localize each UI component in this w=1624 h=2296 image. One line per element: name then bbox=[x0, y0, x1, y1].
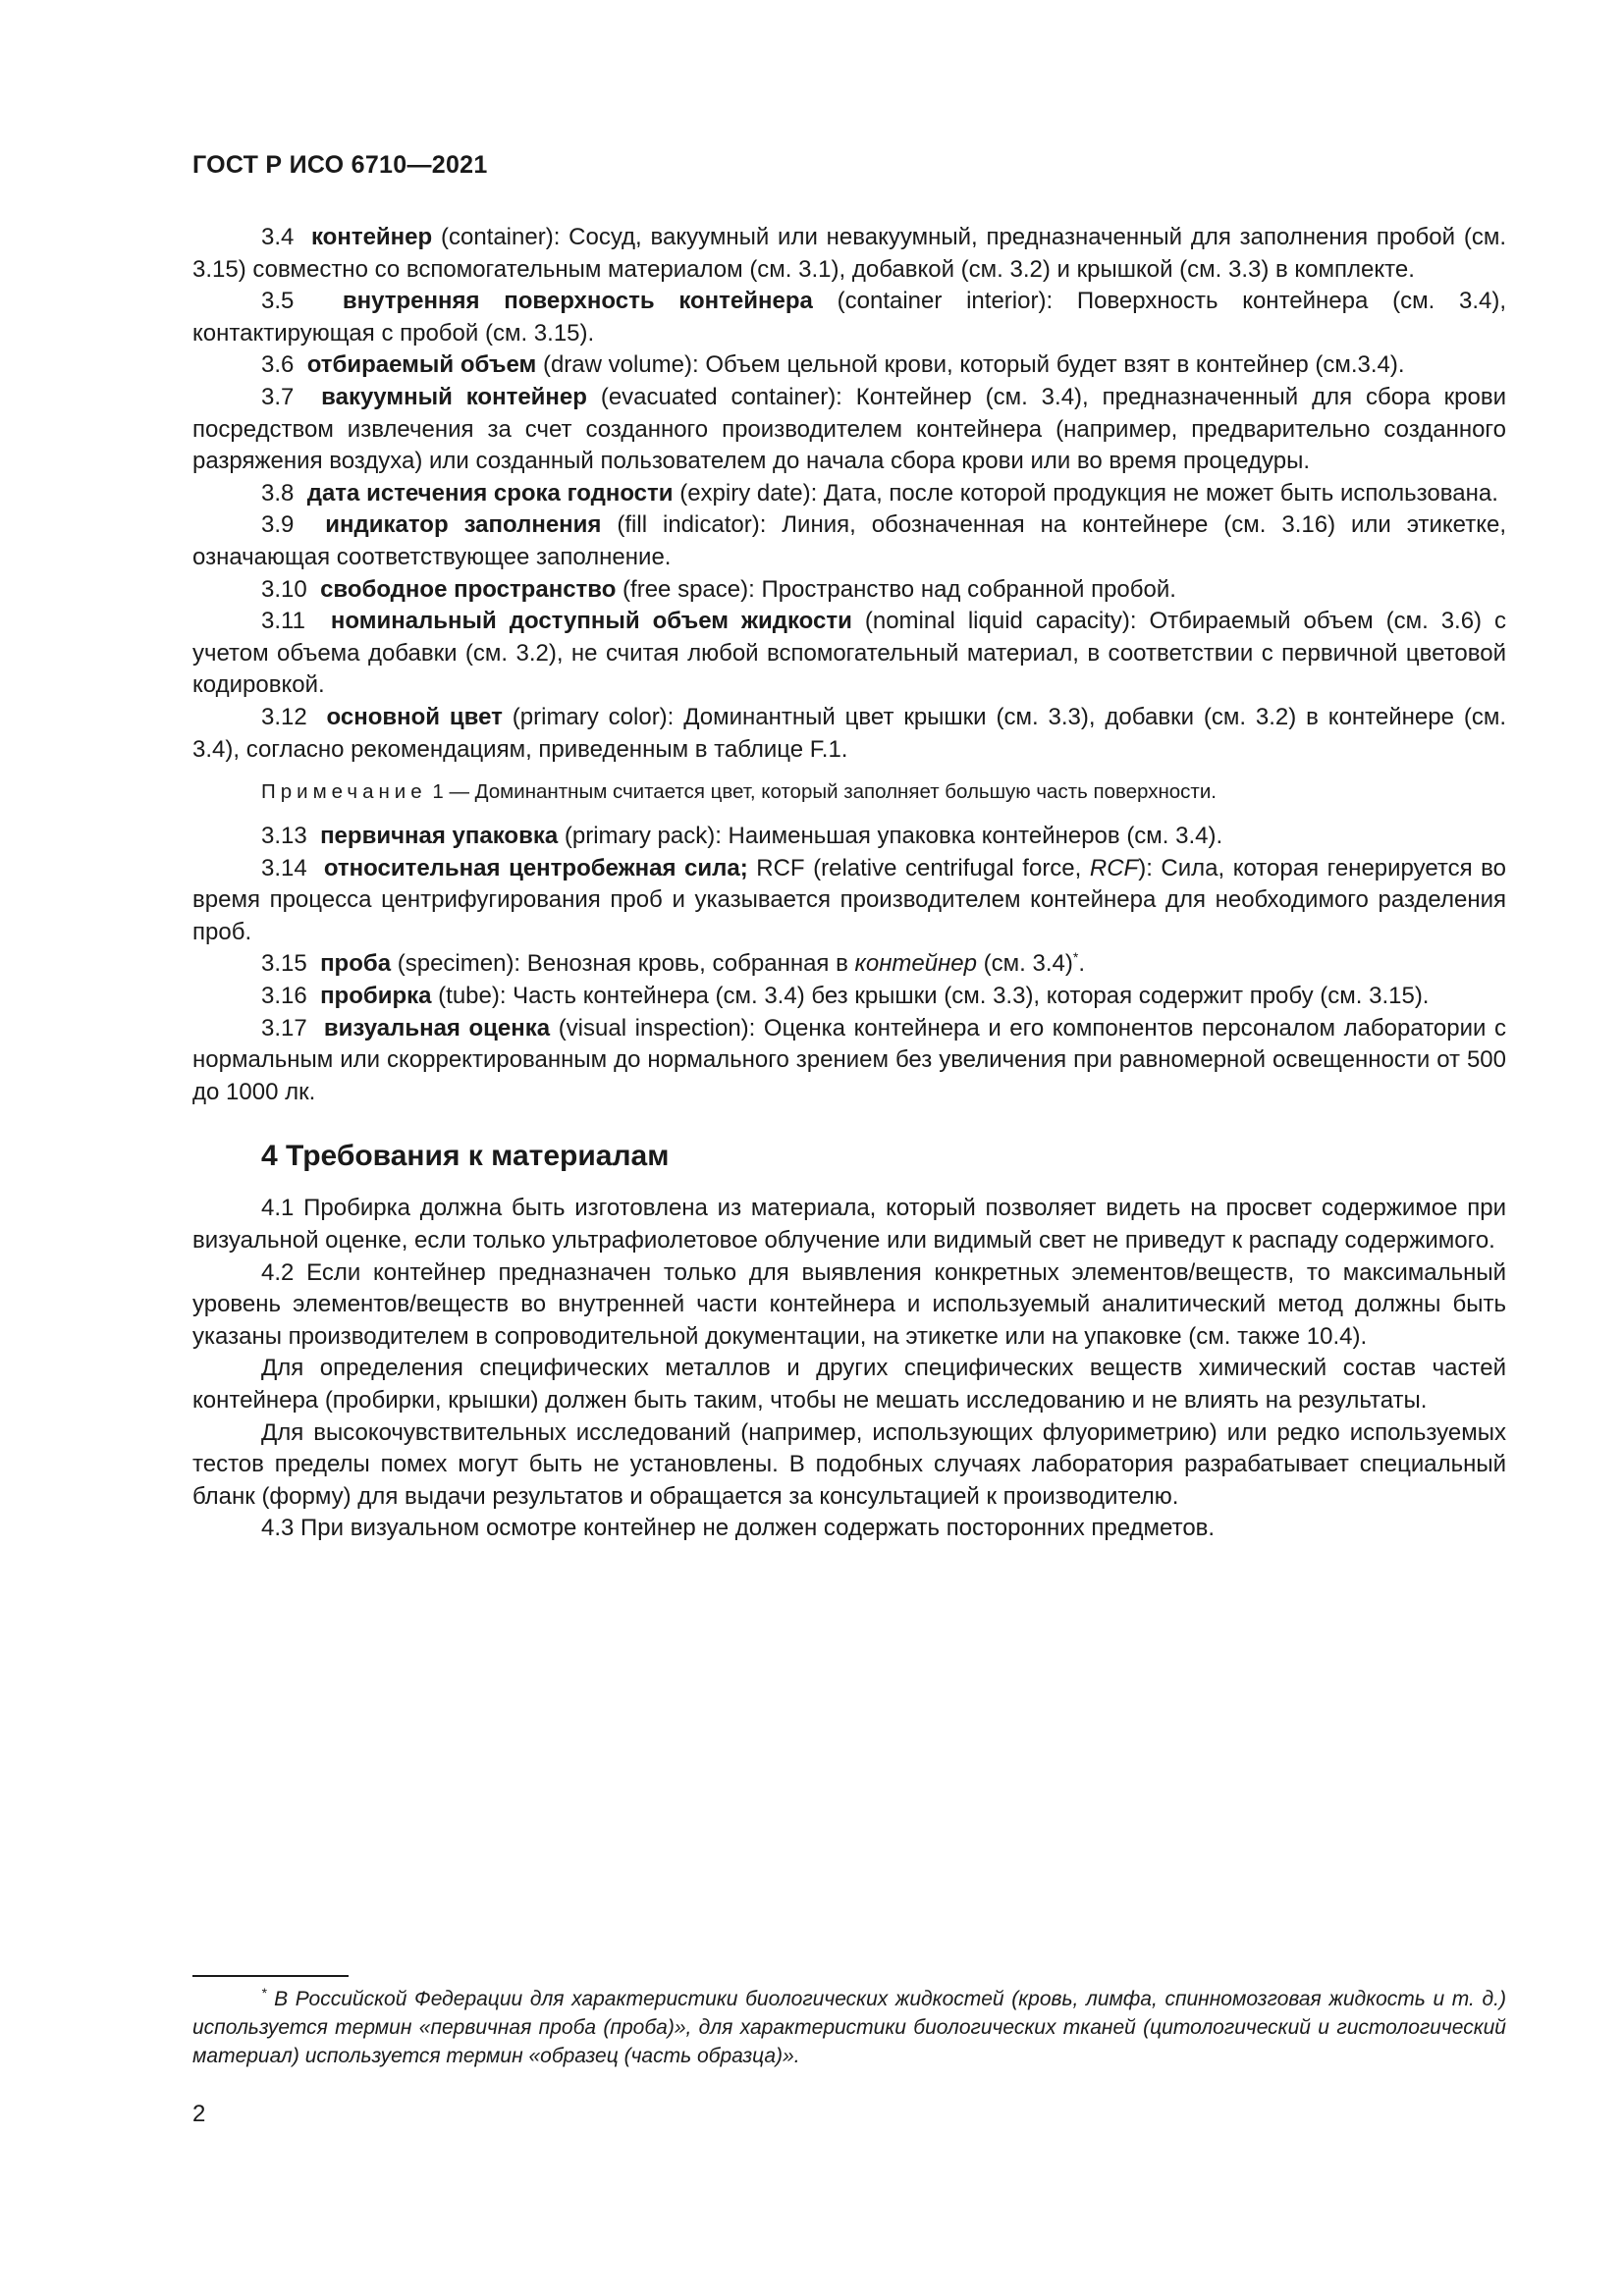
body-text bbox=[192, 222, 1506, 1545]
paragraph: 4.3 При визуальном осмотре контейнер не должен содержать посторонних предметов. bbox=[261, 1515, 1216, 1542]
definition-3-8: 3.8 дата истечения срока годности (expiry date): Дата, после которой продукция не может быть использована. bbox=[261, 479, 1498, 507]
footnote-mark: * bbox=[261, 1985, 267, 2001]
term: свободное пространство bbox=[320, 575, 617, 603]
paragraph: Для высокочувствительных исследований (например, использующих флуориметрию) или редко используемых тестов пределы помех могут быть не установлены. В подобных случаях лаборатория разрабатывает специальный бланк (форму) для выдачи результатов и обращается за консультацией к производителю. bbox=[192, 1418, 1506, 1510]
definition-3-10: 3.10 свободное пространство (free space): Пространство над собранной пробой. bbox=[261, 575, 1176, 603]
definition-3-17: 3.17 визуальная оценка (visual inspection): Оценка контейнера и его компонентов персоналом лаборатории с нормальным или скорректированным до нормального зрением без увеличения при равномерной освещенности от 500 до 1000 лк. bbox=[192, 1014, 1506, 1105]
note: Примечание 1 — Доминантным считается цвет, который заполняет большую часть поверхности. bbox=[261, 780, 1217, 804]
paragraph: Для определения специфических металлов и других специфических веществ химический состав частей контейнера (пробирки, крышки) должен быть таким, чтобы не мешать исследованию и не влиять на результаты. bbox=[192, 1355, 1506, 1414]
definition-3-11: 3.11 номинальный доступный объем жидкости (nominal liquid capacity): Отбираемый объем (см. 3.6) с учетом объема добавки (см. 3.2), не считая любой вспомогательный материал, в соответствии с первичной цветовой кодировкой. bbox=[192, 608, 1507, 699]
definition-3-13: 3.13 первичная упаковка (primary pack): Наименьшая упаковка контейнеров (см. 3.4). bbox=[261, 823, 1223, 850]
term: относительная центробежная сила; bbox=[323, 854, 748, 881]
term: первичная упаковка bbox=[320, 823, 559, 850]
term: внутренняя поверхность контейнера bbox=[342, 288, 813, 315]
definition-3-15: 3.15 проба (specimen): Венозная кровь, собранная в контейнер (см. 3.4)*. bbox=[261, 949, 1085, 978]
term: номинальный доступный объем жидкости bbox=[330, 608, 852, 635]
running-head: ГОСТ Р ИСО 6710—2021 bbox=[192, 151, 488, 179]
definition-3-12: 3.12 основной цвет (primary color): Доминантный цвет крышки (см. 3.3), добавки (см. 3.2) в контейнере (см. 3.4), согласно рекомендациям, приведенным в таблице F.1. bbox=[192, 703, 1506, 763]
definition-3-6: 3.6 отбираемый объем (draw volume): Объем цельной крови, который будет взят в контейнер (см.3.4). bbox=[261, 351, 1405, 379]
term: отбираемый объем bbox=[306, 351, 537, 379]
term: основной цвет bbox=[326, 703, 503, 730]
footnote: * В Российской Федерации для характеристики биологических жидкостей (кровь, лимфа, спинномозговая жидкость и т. д.) используется термин «первичная проба (проба)», для характеристики биологических тканей (цитологический и гистологический материал) используется термин «образец (часть образца)». bbox=[192, 1985, 1506, 2067]
term: дата истечения срока годности bbox=[306, 479, 674, 507]
section-heading: 4 Требования к материалам bbox=[261, 1140, 670, 1173]
footnote-divider bbox=[192, 1975, 349, 1977]
definition-3-9: 3.9 индикатор заполнения (fill indicator): Линия, обозначенная на контейнере (см. 3.16) или этикетке, означающая соответствующее заполнение. bbox=[192, 511, 1506, 570]
definition-3-16: 3.16 пробирка (tube): Часть контейнера (см. 3.4) без крышки (см. 3.3), которая содержит пробу (см. 3.15). bbox=[261, 983, 1430, 1010]
page-number: 2 bbox=[192, 2101, 206, 2127]
term: индикатор заполнения bbox=[325, 511, 602, 539]
definition-3-14: 3.14 относительная центробежная сила; RCF (relative centrifugal force, RCF): Сила, которая генерируется во время процесса центрифугирования проб и указывается производителем контейнера для необходимого разделения проб. bbox=[192, 854, 1506, 945]
term: контейнер bbox=[310, 224, 433, 250]
definition-3-5: 3.5 внутренняя поверхность контейнера (container interior): Поверхность контейнера (см. 3.4), контактирующая с пробой (см. 3.15). bbox=[192, 288, 1507, 347]
term: пробирка bbox=[320, 983, 432, 1010]
definition-3-7: 3.7 вакуумный контейнер (evacuated container): Контейнер (см. 3.4), предназначенный для сбора крови посредством извлечения за счет созданного производителем контейнера (например, предварительно созданного разряжения воздуха) или созданный пользователем до начала сбора крови или во время процедуры. bbox=[192, 383, 1506, 475]
term: проба bbox=[320, 950, 392, 978]
footnote-ref: * bbox=[1072, 949, 1079, 966]
paragraph: 4.2 Если контейнер предназначен только для выявления конкретных элементов/веществ, то максимальный уровень элементов/веществ во внутренней части контейнера и используемый аналитический метод должны быть указаны производителем в сопроводительной документации, на этикетке или на упаковке (см. также 10.4). bbox=[192, 1258, 1506, 1350]
definition-3-4: 3.4 контейнер (container): Сосуд, вакуумный или невакуумный, предназначенный для заполнения пробой (см. 3.15) совместно со вспомогательным материалом (см. 3.1), добавкой (см. 3.2) и крышкой (см. 3.3) в комплекте. bbox=[192, 224, 1506, 283]
term: вакуумный контейнер bbox=[321, 383, 587, 410]
term: визуальная оценка bbox=[323, 1014, 551, 1041]
paragraph: 4.1 Пробирка должна быть изготовлена из материала, который позволяет видеть на просвет содержимое при визуальной оценке, если только ультрафиолетовое облучение или видимый свет не приведут к распаду содержимого. bbox=[192, 1195, 1506, 1255]
note-label: Примечание bbox=[261, 780, 427, 804]
